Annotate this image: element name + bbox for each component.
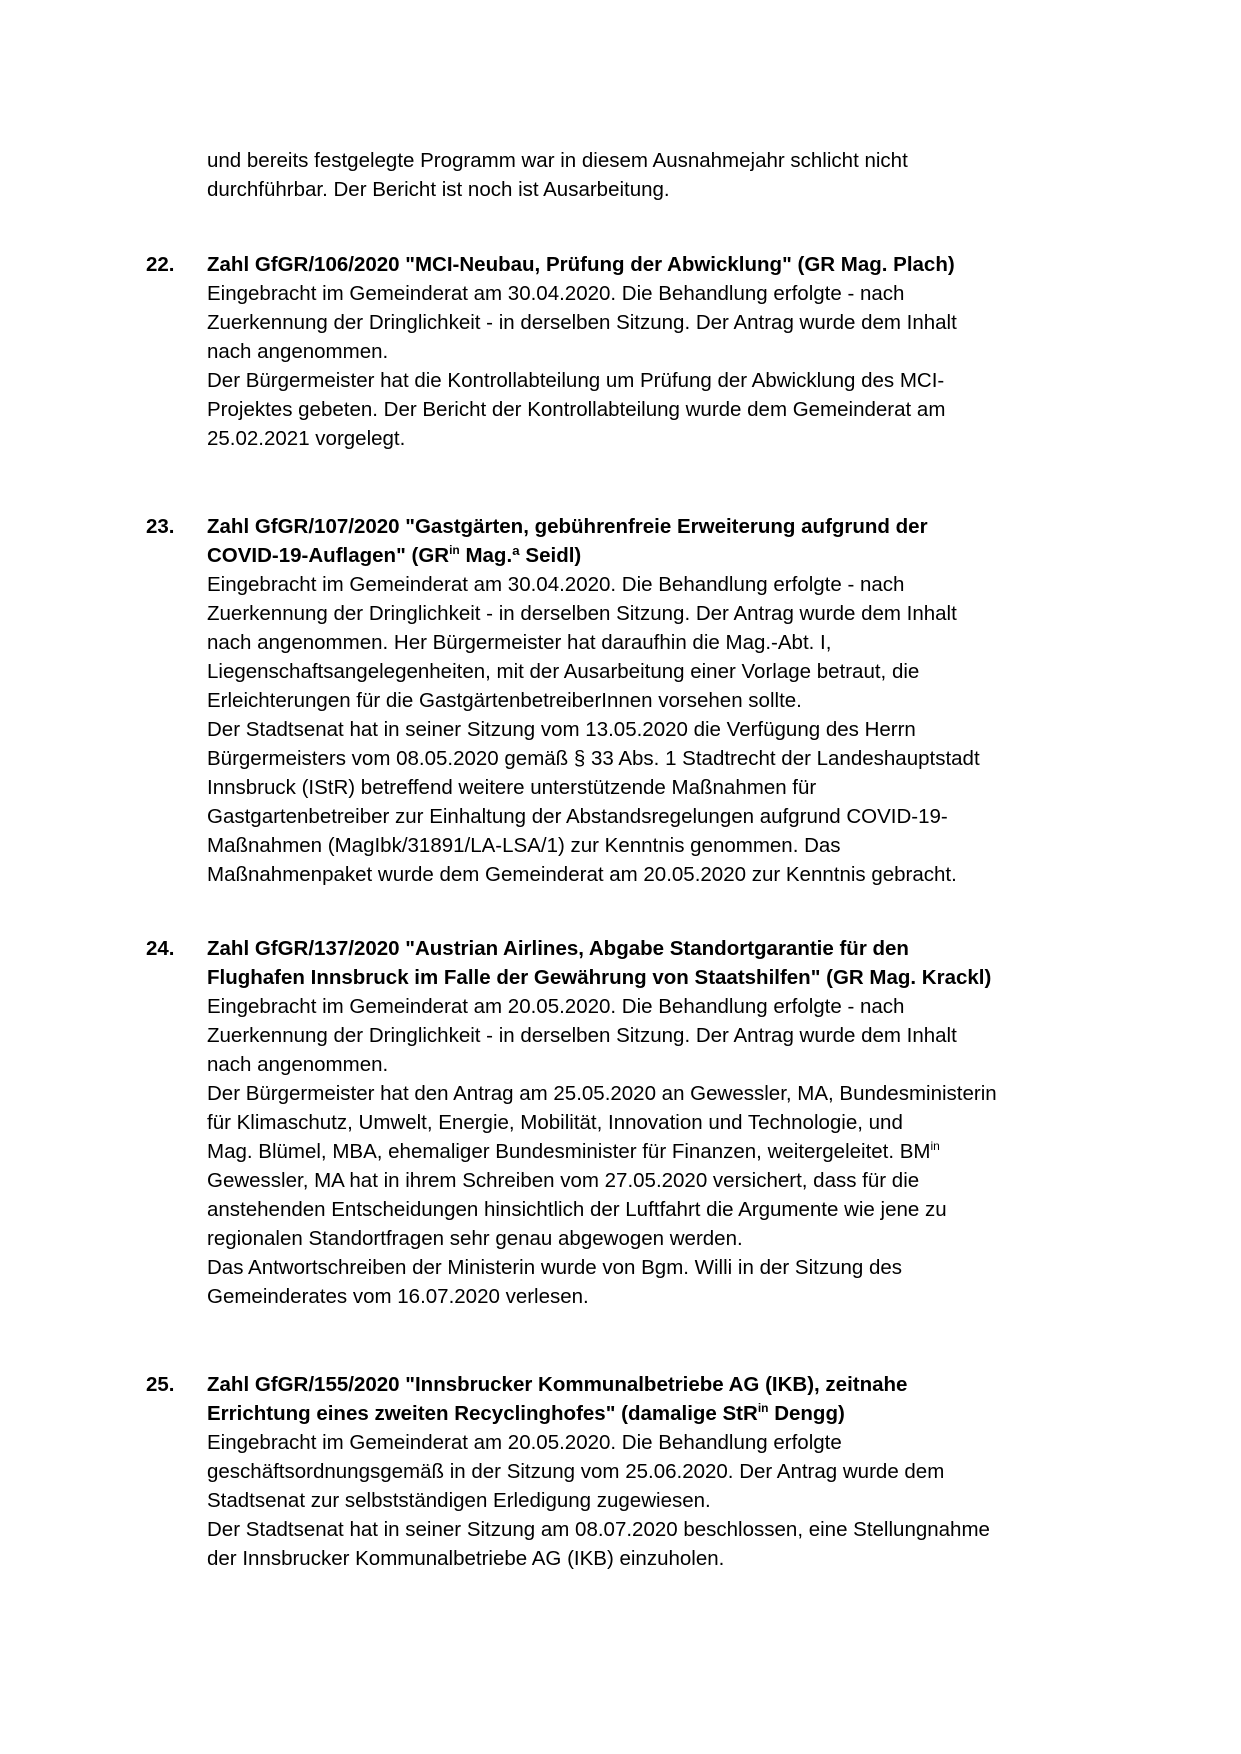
text-line: Eingebracht im Gemeinderat am 20.05.2020. Die Behandlung erfolgte — [207, 1431, 842, 1454]
item-title — [207, 934, 1106, 992]
title-line: Zahl GfGR/107/2020 "Gastgärten, gebührenfreie Erweiterung aufgrund der — [207, 515, 928, 538]
text-line: durchführbar. Der Bericht ist noch ist Ausarbeitung. — [207, 178, 670, 201]
text-line: und bereits festgelegte Programm war in diesem Ausnahmejahr schlicht nicht — [207, 149, 908, 172]
text-line: Gemeinderates vom 16.07.2020 verlesen. — [207, 1285, 589, 1308]
item-title — [207, 1370, 1106, 1428]
title-line: Errichtung eines zweiten Recyclinghofes" (damalige StR$^{in}$ Dengg) — [207, 1401, 845, 1425]
item-text — [207, 992, 1106, 1311]
item-text — [207, 1428, 1106, 1573]
text-line: Eingebracht im Gemeinderat am 30.04.2020. Die Behandlung erfolgte - nach — [207, 573, 905, 596]
text-line: Zuerkennung der Dringlichkeit - in derselben Sitzung. Der Antrag wurde dem Inhalt — [207, 311, 957, 334]
text-line: anstehenden Entscheidungen hinsichtlich der Luftfahrt die Argumente wie jene zu — [207, 1198, 947, 1221]
text-line: Projektes gebeten. Der Bericht der Kontrollabteilung wurde dem Gemeinderat am — [207, 398, 946, 421]
item-number: 24. — [146, 937, 175, 960]
item-text — [207, 279, 1106, 453]
text-line: Maßnahmenpaket wurde dem Gemeinderat am 20.05.2020 zur Kenntnis gebracht. — [207, 863, 957, 886]
intro-paragraph — [207, 146, 1107, 204]
text-line: Liegenschaftsangelegenheiten, mit der Ausarbeitung einer Vorlage betraut, die — [207, 660, 920, 683]
text-line: für Klimaschutz, Umwelt, Energie, Mobilität, Innovation und Technologie, und — [207, 1111, 903, 1134]
text-line: Zuerkennung der Dringlichkeit - in derselben Sitzung. Der Antrag wurde dem Inhalt — [207, 1024, 957, 1047]
item-number: 25. — [146, 1373, 175, 1396]
text-line: Der Bürgermeister hat den Antrag am 25.05.2020 an Gewessler, MA, Bundesministerin — [207, 1082, 997, 1105]
text-line: Der Bürgermeister hat die Kontrollabteilung um Prüfung der Abwicklung des MCI- — [207, 369, 945, 392]
text-line: geschäftsordnungsgemäß in der Sitzung vom 25.06.2020. Der Antrag wurde dem — [207, 1460, 945, 1483]
text-line: Eingebracht im Gemeinderat am 20.05.2020. Die Behandlung erfolgte - nach — [207, 995, 905, 1018]
text-line: Der Stadtsenat hat in seiner Sitzung vom 13.05.2020 die Verfügung des Herrn — [207, 718, 916, 741]
text-line: Das Antwortschreiben der Ministerin wurde von Bgm. Willi in der Sitzung des — [207, 1256, 903, 1279]
text-line: 25.02.2021 vorgelegt. — [207, 427, 406, 450]
item-content — [207, 250, 1106, 453]
text-line: Stadtsenat zur selbstständigen Erledigung zugewiesen. — [207, 1489, 711, 1512]
text-line: Der Stadtsenat hat in seiner Sitzung am 08.07.2020 beschlossen, eine Stellungnahme — [207, 1518, 990, 1541]
text-line: regionalen Standortfragen sehr genau abgewogen werden. — [207, 1227, 743, 1250]
item-title — [207, 512, 1106, 570]
text-line: Zuerkennung der Dringlichkeit - in derselben Sitzung. Der Antrag wurde dem Inhalt — [207, 602, 957, 625]
text-line: Erleichterungen für die GastgärtenbetreiberInnen vorsehen sollte. — [207, 689, 802, 712]
text-line: der Innsbrucker Kommunalbetriebe AG (IKB) einzuholen. — [207, 1547, 725, 1570]
title-line: Zahl GfGR/106/2020 "MCI-Neubau, Prüfung der Abwicklung" (GR Mag. Plach) — [207, 253, 955, 276]
item-number: 22. — [146, 253, 175, 276]
text-line: Bürgermeisters vom 08.05.2020 gemäß § 33 Abs. 1 Stadtrecht der Landeshauptstadt — [207, 747, 980, 770]
item-title — [207, 250, 1106, 279]
text-line: Gewessler, MA hat in ihrem Schreiben vom 27.05.2020 versichert, dass für die — [207, 1169, 920, 1192]
text-line: Innsbruck (IStR) betreffend weitere unterstützende Maßnahmen für — [207, 776, 817, 799]
text-line: nach angenommen. Her Bürgermeister hat daraufhin die Mag.-Abt. I, — [207, 631, 832, 654]
text-line: nach angenommen. — [207, 340, 389, 363]
title-line: COVID-19-Auflagen" ($GR^{in}$ Mag.ª Seidl) — [207, 543, 582, 567]
item-text — [207, 570, 1106, 889]
text-line: Mag. Blümel, MBA, ehemaliger Bundesminister für Finanzen, weitergeleitet. $BM^{in}$ — [207, 1139, 940, 1163]
text-line: Maßnahmen (MagIbk/31891/LA-LSA/1) zur Kenntnis genommen. Das — [207, 834, 841, 857]
text-line: Gastgartenbetreiber zur Einhaltung der Abstandsregelungen aufgrund COVID-19- — [207, 805, 948, 828]
text-line: Eingebracht im Gemeinderat am 30.04.2020. Die Behandlung erfolgte - nach — [207, 282, 905, 305]
title-line: Zahl GfGR/137/2020 "Austrian Airlines, Abgabe Standortgarantie für den — [207, 937, 909, 960]
text-line: nach angenommen. — [207, 1053, 389, 1076]
item-content — [207, 512, 1106, 889]
item-content — [207, 934, 1106, 1311]
title-line: Flughafen Innsbruck im Falle der Gewährung von Staatshilfen" (GR Mag. Krackl) — [207, 966, 992, 989]
title-line: Zahl GfGR/155/2020 "Innsbrucker Kommunalbetriebe AG (IKB), zeitnahe — [207, 1373, 908, 1396]
item-content — [207, 1370, 1106, 1573]
item-number: 23. — [146, 515, 175, 538]
